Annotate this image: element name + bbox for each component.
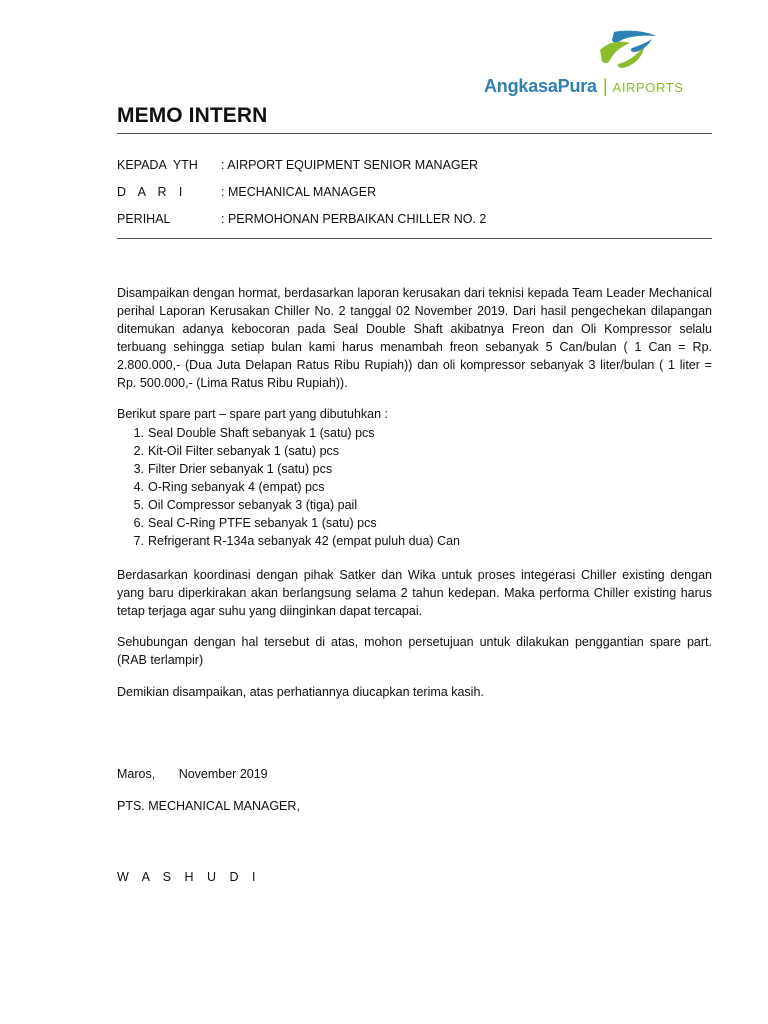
memo-title: MEMO INTERN bbox=[117, 104, 268, 127]
list-item: 2. Kit-Oil Filter sebanyak 1 (satu) pcs bbox=[133, 444, 340, 458]
company-logo bbox=[484, 30, 714, 100]
title-divider bbox=[117, 133, 712, 134]
logo-separator: | bbox=[602, 76, 608, 96]
signatory-name: W A S H U D I bbox=[117, 870, 261, 884]
from-label: D A R I bbox=[117, 185, 187, 199]
body-paragraph-1: Disampaikan dengan hormat, berdasarkan laporan kerusakan dari teknisi kepada Team Leader Mechanical perihal Laporan Kerusakan Chiller No. 2 tanggal 02 November 2019. Dari hasil pengechekan dilapangan ditemukan adanya kebocoran pada Seal Double Shaft akibatnya Freon dan Oli Kompressor selalu terbuang sehingga setiap bulan kami harus menambah freon sebanyak 5 Can/bulan ( 1 Can = Rp. 2.800.000,- (Dua Juta Delapan Ratus Ribu Rupiah)) dan oli kompressor sebanyak 3 liter/bulan ( 1 liter = Rp. 500.000,- (Lima Ratus Ribu Rupiah)). bbox=[117, 286, 712, 390]
parts-list bbox=[117, 424, 460, 550]
subject-label: PERIHAL bbox=[117, 212, 171, 226]
list-item: 4. O-Ring sebanyak 4 (empat) pcs bbox=[133, 480, 325, 494]
signatory-title: PTS. MECHANICAL MANAGER, bbox=[117, 799, 300, 813]
subject-value: : PERMOHONAN PERBAIKAN CHILLER NO. 2 bbox=[221, 212, 487, 226]
to-label: KEPADA YTH bbox=[117, 158, 198, 172]
logo-airports-text: AIRPORTS bbox=[612, 80, 684, 95]
from-value: : MECHANICAL MANAGER bbox=[221, 185, 377, 199]
list-item: 1. Seal Double Shaft sebanyak 1 (satu) pcs bbox=[133, 426, 375, 440]
header-divider bbox=[117, 238, 712, 239]
list-item: 7. Refrigerant R-134a sebanyak 42 (empat puluh dua) Can bbox=[133, 534, 460, 548]
body-paragraph-2: Berdasarkan koordinasi dengan pihak Satker dan Wika untuk proses integerasi Chiller existing dengan yang baru diperkirakan akan berlangsung selama 2 tahun kedepan. Maka performa Chiller existing harus tetap terjaga agar suhu yang diinginkan dapat tercapai. bbox=[117, 568, 712, 618]
logo-brand-text: AngkasaPura bbox=[484, 76, 597, 96]
logo-mark-icon bbox=[592, 30, 658, 70]
parts-intro: Berikut spare part – spare part yang dibutuhkan : bbox=[117, 407, 388, 421]
body-paragraph-3: Sehubungan dengan hal tersebut di atas, mohon persetujuan untuk dilakukan penggantian spare part. (RAB terlampir) bbox=[117, 635, 712, 667]
list-item: 6. Seal C-Ring PTFE sebanyak 1 (satu) pcs bbox=[133, 516, 377, 530]
closing-sentence: Demikian disampaikan, atas perhatiannya diucapkan terima kasih. bbox=[117, 685, 484, 699]
place-date-line bbox=[117, 765, 268, 783]
list-item: 5. Oil Compressor sebanyak 3 (tiga) pail bbox=[133, 498, 358, 512]
list-item: 3. Filter Drier sebanyak 1 (satu) pcs bbox=[133, 462, 333, 476]
date: November 2019 bbox=[178, 767, 268, 781]
place: Maros, bbox=[117, 767, 156, 781]
to-value: : AIRPORT EQUIPMENT SENIOR MANAGER bbox=[221, 158, 478, 172]
